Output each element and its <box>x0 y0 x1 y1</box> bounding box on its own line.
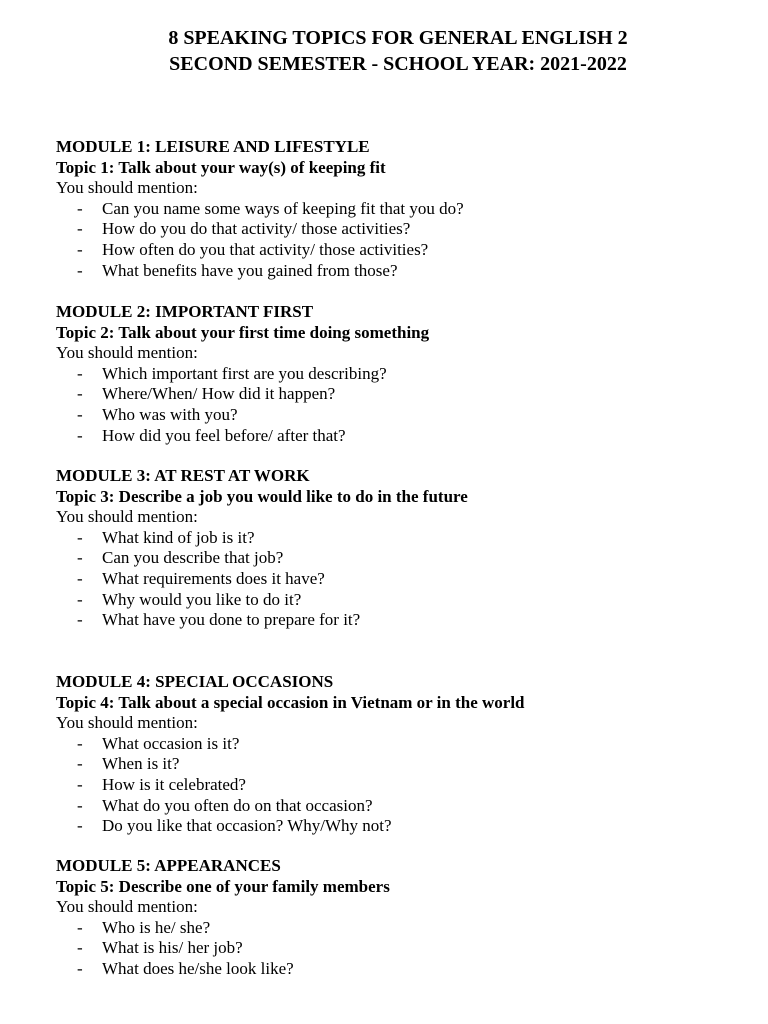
question-item <box>56 364 756 385</box>
question-item <box>56 796 756 817</box>
dash-bullet: - <box>77 384 83 404</box>
question-text: When is it? <box>102 754 180 774</box>
module-heading: MODULE 3: AT REST AT WORK <box>56 466 310 485</box>
dash-bullet: - <box>77 527 83 547</box>
question-item <box>56 569 756 590</box>
question-item <box>56 548 756 569</box>
question-list <box>56 199 756 281</box>
question-text: What kind of job is it? <box>102 527 255 547</box>
dash-bullet: - <box>77 404 83 424</box>
question-text: Do you like that occasion? Why/Why not? <box>102 816 392 836</box>
question-item <box>56 384 756 405</box>
topic-heading: Topic 2: Talk about your first time doing something <box>56 322 430 342</box>
dash-bullet: - <box>77 198 83 218</box>
topic-heading: Topic 4: Talk about a special occasion in Vietnam or in the world <box>56 692 525 712</box>
question-list <box>56 364 756 446</box>
question-text: How is it celebrated? <box>102 774 246 794</box>
question-text: Why would you like to do it? <box>102 589 302 609</box>
mention-intro: You should mention: <box>56 178 198 198</box>
dash-bullet: - <box>77 795 83 815</box>
question-text: Where/When/ How did it happen? <box>102 384 336 404</box>
question-text: Can you describe that job? <box>102 548 284 568</box>
question-text: What have you done to prepare for it? <box>102 610 361 630</box>
question-text: Can you name some ways of keeping fit that you do? <box>102 198 464 218</box>
question-text: What benefits have you gained from those? <box>102 260 398 280</box>
question-text: What is his/ her job? <box>102 938 243 958</box>
topic-heading: Topic 1: Talk about your way(s) of keeping fit <box>56 157 386 177</box>
question-item <box>56 528 756 549</box>
question-item <box>56 734 756 755</box>
question-text: What does he/she look like? <box>102 958 294 978</box>
dash-bullet: - <box>77 219 83 239</box>
module-heading: MODULE 2: IMPORTANT FIRST <box>56 302 314 321</box>
module-section-1 <box>56 137 756 281</box>
question-item <box>56 240 756 261</box>
topic-heading: Topic 5: Describe one of your family members <box>56 876 390 896</box>
dash-bullet: - <box>77 589 83 609</box>
dash-bullet: - <box>77 260 83 280</box>
module-section-5 <box>56 856 756 980</box>
topic-heading: Topic 3: Describe a job you would like to do in the future <box>56 486 468 506</box>
dash-bullet: - <box>77 363 83 383</box>
mention-intro: You should mention: <box>56 713 198 733</box>
question-text: Who was with you? <box>102 404 238 424</box>
question-item <box>56 959 756 980</box>
question-text: What occasion is it? <box>102 733 240 753</box>
module-heading: MODULE 4: SPECIAL OCCASIONS <box>56 672 334 691</box>
question-text: What requirements does it have? <box>102 568 325 588</box>
question-item <box>56 426 756 447</box>
document-title: 8 SPEAKING TOPICS FOR GENERAL ENGLISH 2 <box>168 27 628 49</box>
question-item <box>56 219 756 240</box>
document-subtitle: SECOND SEMESTER - SCHOOL YEAR: 2021-2022 <box>169 53 627 75</box>
dash-bullet: - <box>77 733 83 753</box>
question-list <box>56 734 756 837</box>
module-section-2 <box>56 302 756 446</box>
question-text: Who is he/ she? <box>102 917 211 937</box>
dash-bullet: - <box>77 754 83 774</box>
question-item <box>56 261 756 282</box>
question-list <box>56 918 756 980</box>
question-text: What do you often do on that occasion? <box>102 795 373 815</box>
question-item <box>56 754 756 775</box>
dash-bullet: - <box>77 610 83 630</box>
question-list <box>56 528 756 631</box>
module-section-4 <box>56 672 756 837</box>
mention-intro: You should mention: <box>56 343 198 363</box>
mention-intro: You should mention: <box>56 507 198 527</box>
question-item <box>56 918 756 939</box>
question-text: How did you feel before/ after that? <box>102 425 346 445</box>
module-heading: MODULE 1: LEISURE AND LIFESTYLE <box>56 137 370 156</box>
dash-bullet: - <box>77 917 83 937</box>
question-text: How do you do that activity/ those activities? <box>102 219 411 239</box>
dash-bullet: - <box>77 568 83 588</box>
module-heading: MODULE 5: APPEARANCES <box>56 856 281 875</box>
question-item <box>56 938 756 959</box>
dash-bullet: - <box>77 239 83 259</box>
question-item <box>56 590 756 611</box>
question-item <box>56 775 756 796</box>
question-text: How often do you that activity/ those activities? <box>102 239 429 259</box>
dash-bullet: - <box>77 816 83 836</box>
dash-bullet: - <box>77 774 83 794</box>
mention-intro: You should mention: <box>56 897 198 917</box>
question-text: Which important first are you describing? <box>102 363 387 383</box>
question-item <box>56 816 756 837</box>
question-item <box>56 199 756 220</box>
dash-bullet: - <box>77 958 83 978</box>
dash-bullet: - <box>77 938 83 958</box>
module-section-3 <box>56 466 756 631</box>
dash-bullet: - <box>77 548 83 568</box>
question-item <box>56 405 756 426</box>
dash-bullet: - <box>77 425 83 445</box>
question-item <box>56 610 756 631</box>
